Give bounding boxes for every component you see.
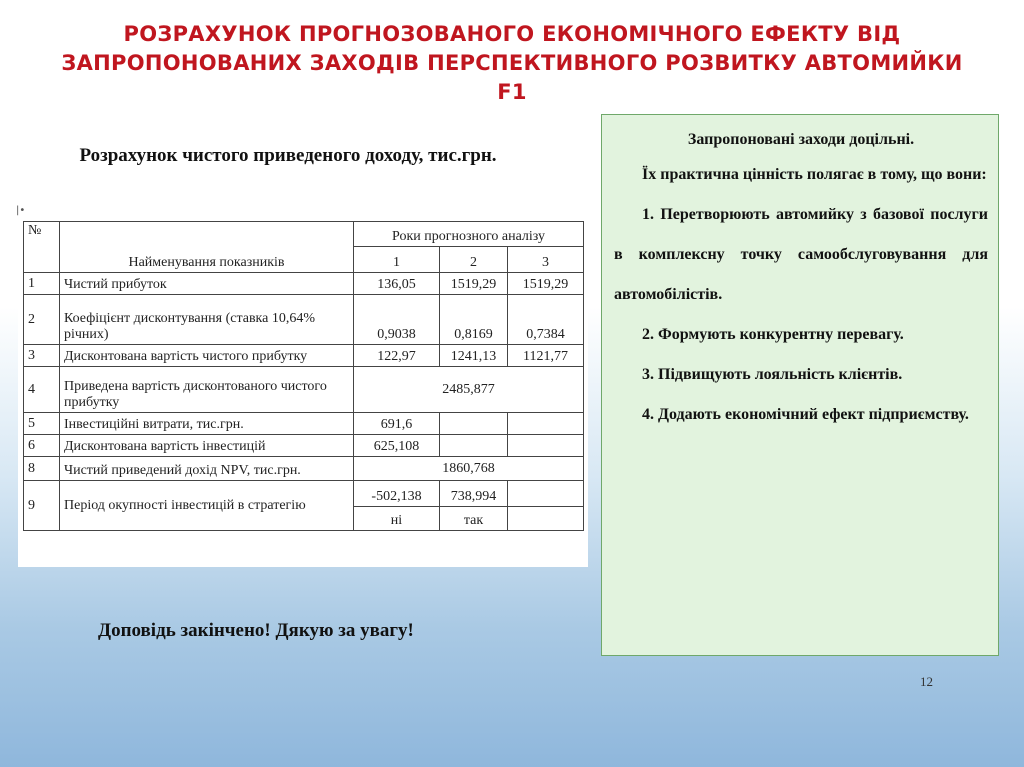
row-value: 1241,13 bbox=[440, 345, 508, 367]
row-name: Дисконтована вартість інвестицій bbox=[60, 435, 354, 457]
table-row bbox=[24, 273, 584, 295]
row-num: 2 bbox=[24, 295, 60, 345]
row-num: 1 bbox=[24, 273, 60, 295]
row-num: 4 bbox=[24, 367, 60, 413]
table-marker: |• bbox=[16, 205, 26, 216]
row-value bbox=[508, 435, 584, 457]
row-num: 5 bbox=[24, 413, 60, 435]
row-value: 1519,29 bbox=[508, 273, 584, 295]
npv-table bbox=[23, 221, 584, 531]
panel-paragraph: 2. Формують конкурентну перевагу. bbox=[642, 326, 904, 343]
row-num: 9 bbox=[24, 481, 60, 531]
header-years-group: Роки прогнозного аналізу bbox=[354, 222, 584, 247]
table-row bbox=[24, 345, 584, 367]
row-value: 0,8169 bbox=[440, 295, 508, 345]
table-row bbox=[24, 457, 584, 481]
slide-title: РОЗРАХУНОК ПРОГНОЗОВАНОГО ЕКОНОМІЧНОГО ЕФЕКТУ ВІД ЗАПРОПОНОВАНИХ ЗАХОДІВ ПЕРСПЕКТИВНОГО РОЗВИТКУ АВТОМИЙКИ F1 bbox=[61, 22, 963, 104]
panel-paragraph: 1. Перетворюють автомийку з базової послуги в комплексну точку самообслуговування для автомобілістів. bbox=[614, 206, 988, 303]
row-name: Приведена вартість дисконтованого чистого прибутку bbox=[60, 367, 354, 413]
row-name: Інвестиційні витрати, тис.грн. bbox=[60, 413, 354, 435]
table-row bbox=[24, 435, 584, 457]
page-number: 12 bbox=[920, 674, 933, 689]
header-year: 1 bbox=[354, 247, 440, 273]
row-name: Дисконтована вартість чистого прибутку bbox=[60, 345, 354, 367]
row-value bbox=[440, 413, 508, 435]
header-num: № bbox=[24, 222, 60, 273]
row-num: 6 bbox=[24, 435, 60, 457]
table-caption: Розрахунок чистого приведеного доходу, тис.грн. bbox=[79, 145, 497, 166]
row-value: так bbox=[440, 507, 508, 531]
row-name: Чистий прибуток bbox=[60, 273, 354, 295]
row-value: 1519,29 bbox=[440, 273, 508, 295]
closing-remark: Доповідь закінчено! Дякую за увагу! bbox=[98, 620, 414, 641]
row-num: 8 bbox=[24, 457, 60, 481]
panel-paragraph: Їх практична цінність полягає в тому, що вони: bbox=[642, 166, 987, 183]
row-merged-value: 1860,768 bbox=[354, 457, 584, 481]
table-row bbox=[24, 413, 584, 435]
conclusions-panel bbox=[601, 114, 999, 656]
row-value: 136,05 bbox=[354, 273, 440, 295]
row-value bbox=[440, 435, 508, 457]
row-value: 0,7384 bbox=[508, 295, 584, 345]
row-value: 0,9038 bbox=[354, 295, 440, 345]
row-value: 122,97 bbox=[354, 345, 440, 367]
table-row bbox=[24, 481, 584, 507]
row-name: Коефіцієнт дисконтування (ставка 10,64% річних) bbox=[60, 295, 354, 345]
row-name: Чистий приведений дохід NPV, тис.грн. bbox=[60, 457, 354, 481]
header-year: 3 bbox=[508, 247, 584, 273]
row-value: 625,108 bbox=[354, 435, 440, 457]
row-merged-value: 2485,877 bbox=[354, 367, 584, 413]
panel-paragraph: 3. Підвищують лояльність клієнтів. bbox=[642, 366, 903, 383]
npv-table-image bbox=[18, 207, 588, 567]
table-header-row bbox=[24, 222, 584, 247]
row-name: Період окупності інвестицій в стратегію bbox=[60, 481, 354, 531]
row-value: 1121,77 bbox=[508, 345, 584, 367]
row-value: 691,6 bbox=[354, 413, 440, 435]
panel-paragraph: 4. Додають економічний ефект підприємству. bbox=[642, 406, 969, 423]
panel-paragraph: Запропоновані заходи доцільні. bbox=[687, 131, 915, 148]
row-value: 738,994 bbox=[440, 481, 508, 507]
row-value bbox=[508, 413, 584, 435]
table-row bbox=[24, 295, 584, 345]
table-row bbox=[24, 367, 584, 413]
row-value bbox=[508, 507, 584, 531]
header-year: 2 bbox=[440, 247, 508, 273]
header-name: Найменування показників bbox=[60, 222, 354, 273]
row-value bbox=[508, 481, 584, 507]
row-num: 3 bbox=[24, 345, 60, 367]
row-value: -502,138 bbox=[354, 481, 440, 507]
row-value: ні bbox=[354, 507, 440, 531]
